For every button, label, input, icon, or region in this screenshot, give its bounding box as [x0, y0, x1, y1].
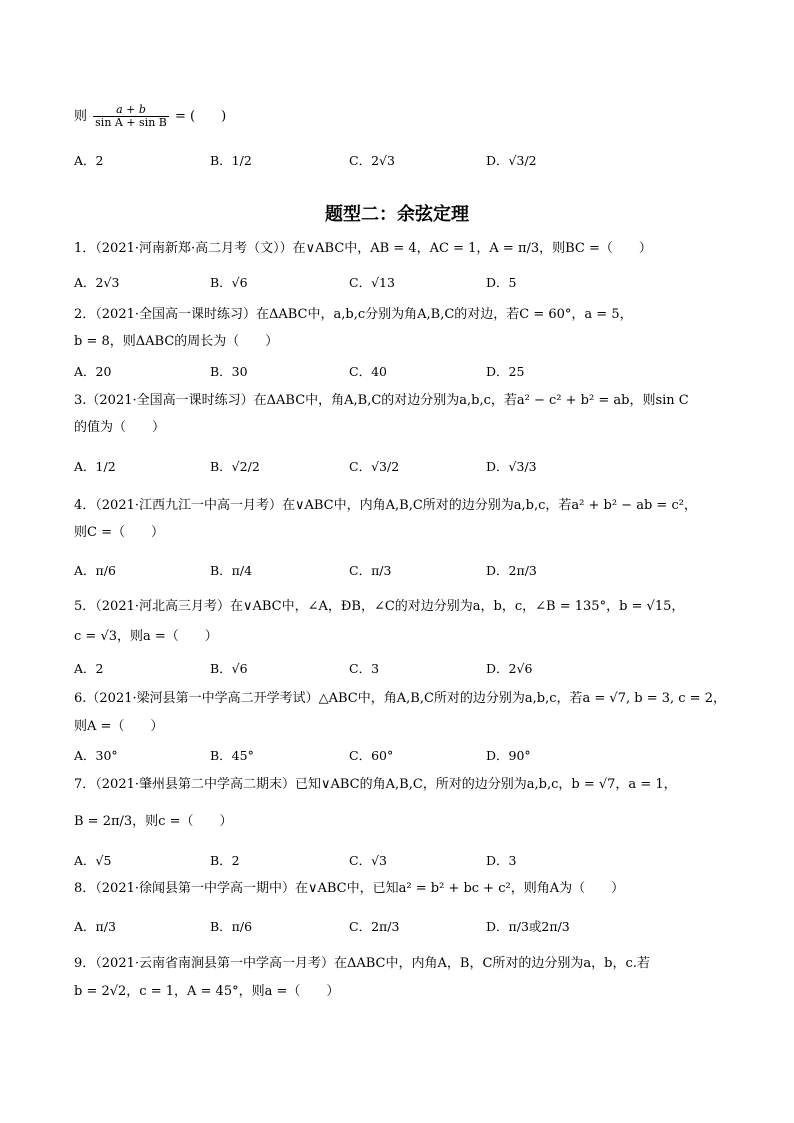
question-9-line-2: b = 2√2，c = 1，A = 45°，则a =（ ）	[74, 984, 340, 999]
option-a: A．2√3	[74, 275, 120, 290]
intro-frac-den: sin A + sin B	[95, 116, 167, 129]
option-b: B．45°	[210, 748, 254, 763]
option-b: B．1/2	[210, 153, 252, 168]
option-b: B．2	[210, 853, 240, 868]
question-5-line-1: 5．（2021·河北高三月考）在∨ABC中，∠A，ÐB，∠C的对边分别为a，b，c，∠B = 135°，b = √15，	[74, 599, 685, 614]
question-7-line-2: B = 2π/3，则c =（ ）	[74, 814, 233, 829]
question-5-line-2: c = √3，则a =（ ）	[74, 629, 218, 644]
option-b: B．30	[210, 364, 248, 379]
question-4-line-1: 4．（2021·江西九江一中高一月考）在∨ABC中，内角A,B,C所对的边分别为a,b,c，若a² + b² − ab = c²，	[74, 498, 697, 513]
option-b: B．√2/2	[210, 459, 260, 474]
option-d: D．5	[486, 275, 517, 290]
question-2-line-2: b = 8，则ΔABC的周长为（ ）	[74, 334, 279, 349]
option-a: A．π/3	[74, 919, 116, 934]
option-a: A．1/2	[74, 459, 116, 474]
question-9-line-1: 9．（2021·云南省南涧县第一中学高一月考）在ΔABC中，内角A，B，C所对的边分别为a，b，c.若	[74, 956, 650, 971]
intro-lead: 则	[74, 109, 88, 124]
question-1-line-1: 1．（2021·河南新郑·高二月考（文））在∨ABC中，AB = 4，AC = 1，A = π/3，则BC =（ ）	[74, 241, 652, 256]
intro-fraction	[93, 104, 169, 129]
option-a: A．π/6	[74, 563, 116, 578]
section-title: 题型二：余弦定理	[325, 204, 469, 225]
option-d: D．90°	[486, 748, 531, 763]
option-c: C．40	[349, 364, 387, 379]
option-d: D．2√6	[486, 661, 533, 676]
question-6-line-2: 则A =（ ）	[74, 719, 164, 734]
option-d: D．2π/3	[486, 563, 537, 578]
option-c: C．3	[349, 661, 380, 676]
intro-frac-num: a + b	[93, 104, 169, 117]
option-a: A．20	[74, 364, 112, 379]
option-b: B．π/4	[210, 563, 253, 578]
question-8-line-1: 8．（2021·徐闻县第一中学高一期中）在∨ABC中，已知a² = b² + bc + c²，则角A为（ ）	[74, 881, 625, 896]
option-d: D．√3/2	[486, 153, 537, 168]
option-c: C．60°	[349, 748, 394, 763]
option-b: B．π/6	[210, 919, 253, 934]
option-c: C．2π/3	[349, 919, 400, 934]
option-a: A．2	[74, 153, 104, 168]
question-3-line-1: 3.（2021·全国高一课时练习）在ΔABC中，角A,B,C的对边分别为a,b,c，若a² − c² + b² = ab，则sin C	[74, 393, 689, 408]
option-b: B．√6	[210, 275, 248, 290]
intro-line	[74, 104, 226, 129]
intro-tail: = ( )	[175, 109, 227, 124]
option-a: A．√5	[74, 853, 112, 868]
question-6-line-1: 6.（2021·梁河县第一中学高二开学考试）△ABC中，角A,B,C所对的边分别为a,b,c，若a = √7, b = 3, c = 2，	[74, 691, 726, 706]
option-c: C．2√3	[349, 153, 395, 168]
question-2-line-1: 2．（2021·全国高一课时练习）在ΔABC中，a,b,c分别为角A,B,C的对边，若C = 60°，a = 5，	[74, 307, 633, 322]
question-7-line-1: 7．（2021·肇州县第二中学高二期末）已知∨ABC的角A,B,C，所对的边分别为a,b,c，b = √7，a = 1，	[74, 777, 677, 792]
option-c: C．√13	[349, 275, 395, 290]
option-c: C．π/3	[349, 563, 392, 578]
question-3-line-2: 的值为（ ）	[74, 420, 166, 435]
option-d: D．π/3或2π/3	[486, 919, 570, 934]
question-4-line-2: 则C =（ ）	[74, 525, 164, 540]
option-a: A．2	[74, 661, 104, 676]
option-d: D．3	[486, 853, 517, 868]
option-c: C．√3	[349, 853, 387, 868]
option-b: B．√6	[210, 661, 248, 676]
option-a: A．30°	[74, 748, 118, 763]
option-c: C．√3/2	[349, 459, 400, 474]
option-d: D．25	[486, 364, 525, 379]
option-d: D．√3/3	[486, 459, 537, 474]
